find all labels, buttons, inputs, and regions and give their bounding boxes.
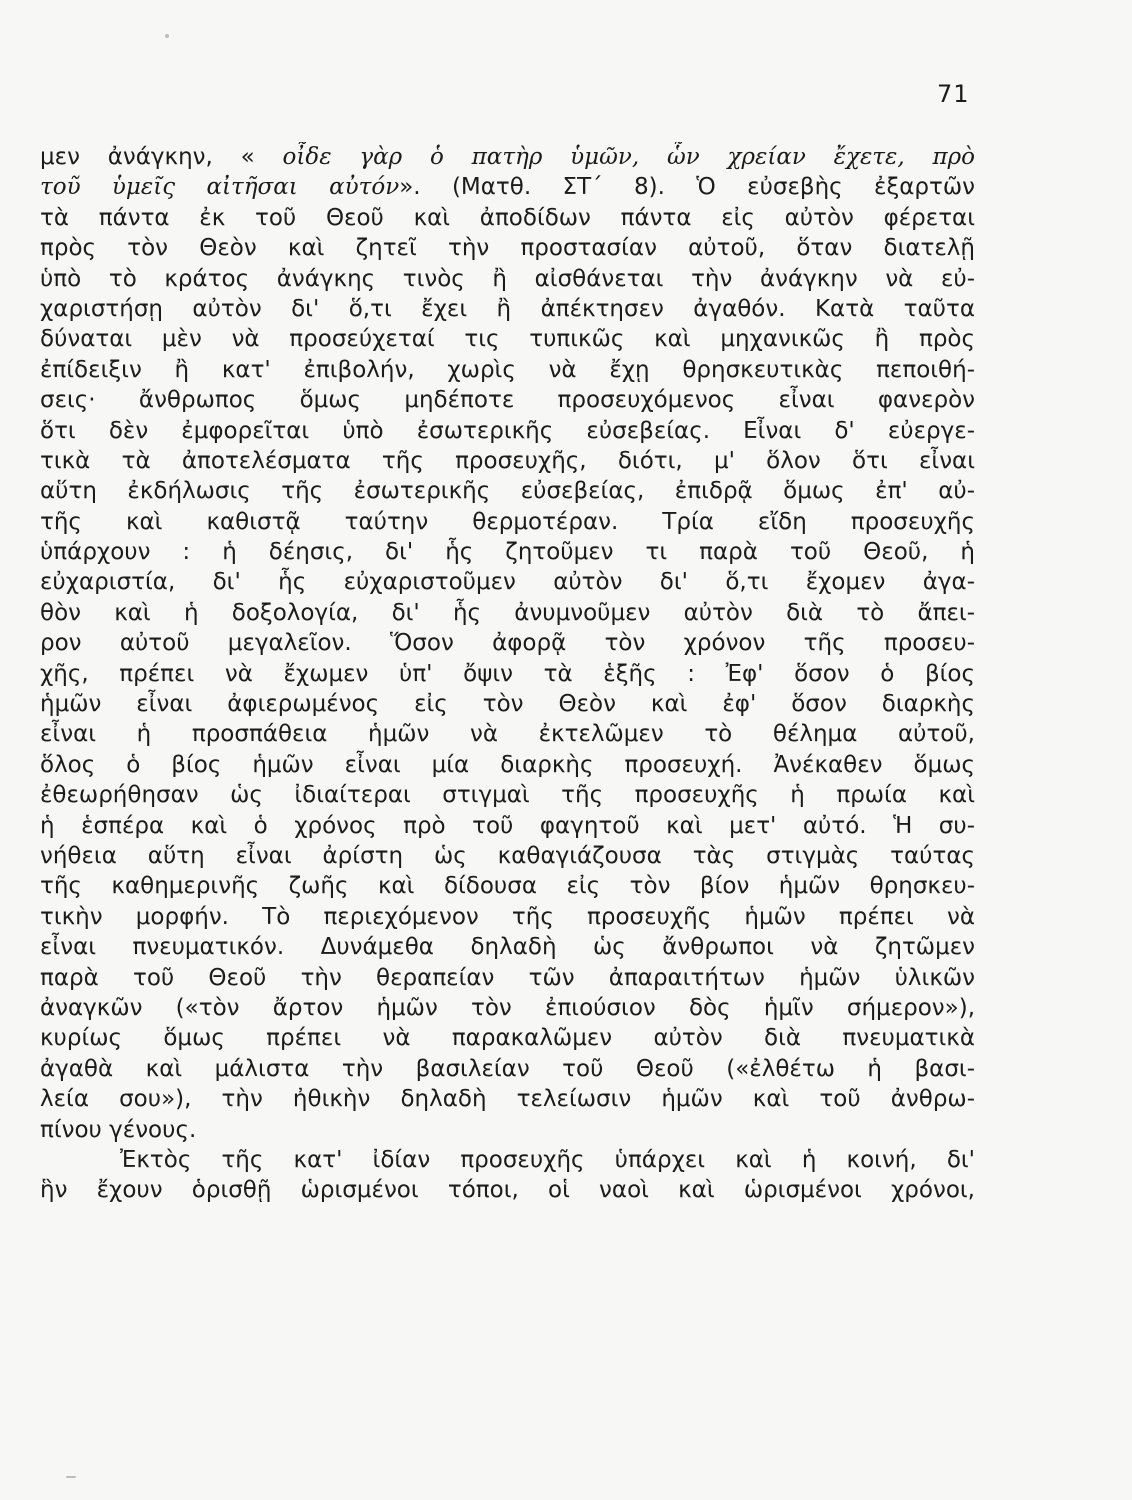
- text-line: τικὰ τὰ ἀποτελέσματα τῆς προσευχῆς, διότι, μ' ὅλον ὅτι εἶναι: [40, 447, 975, 474]
- body-text: [40, 142, 975, 1206]
- text-line: ὑπάρχουν : ἡ δέησις, δι' ἧς ζητοῦμεν τι παρὰ τοῦ Θεοῦ, ἡ: [40, 539, 975, 566]
- text-line: ὅλος ὁ βίος ἡμῶν εἶναι μία διαρκὴς προσευχή. Ἀνέκαθεν ὅμως: [40, 751, 975, 778]
- paragraph-start-line: Ἐκτὸς τῆς κατ' ἰδίαν προσευχῆς ὑπάρχει καὶ ἡ κοινή, δι': [120, 1146, 975, 1173]
- text-line: ἐπίδειξιν ἢ κατ' ἐπιβολήν, χωρὶς νὰ ἔχῃ θρησκευτικὰς πεποιθή-: [40, 356, 975, 383]
- text-line: νήθεια αὕτη εἶναι ἀρίστη ὡς καθαγιάζουσα τὰς στιγμὰς ταύτας: [40, 842, 975, 869]
- text-line: ἀναγκῶν («τὸν ἄρτον ἡμῶν τὸν ἐπιούσιον δὸς ἡμῖν σήμερον»),: [40, 994, 975, 1021]
- text-line: χαριστήσῃ αὐτὸν δι' ὅ,τι ἔχει ἢ ἀπέκτησεν ἀγαθόν. Κατὰ ταῦτα: [40, 295, 975, 322]
- text-line: ἡμῶν εἶναι ἀφιερωμένος εἰς τὸν Θεὸν καὶ ἐφ' ὅσον διαρκὴς: [40, 691, 975, 718]
- text-line: τῆς καὶ καθιστᾷ ταύτην θερμοτέραν. Τρία εἴδη προσευχῆς: [40, 508, 975, 535]
- text-line: πρὸς τὸν Θεὸν καὶ ζητεῖ τὴν προστασίαν αὐτοῦ, ὅταν διατελῇ: [40, 235, 975, 262]
- text-line: εἶναι πνευματικόν. Δυνάμεθα δηλαδὴ ὡς ἄνθρωποι νὰ ζητῶμεν: [40, 934, 975, 961]
- paper-speck: [165, 34, 169, 38]
- text-line: [40, 172, 975, 202]
- text-line: αὕτη ἐκδήλωσις τῆς ἐσωτερικῆς εὐσεβείας, ἐπιδρᾷ ὅμως ἐπ' αὐ-: [40, 478, 975, 505]
- paragraph-end-line: πίνου γένους.: [40, 1116, 197, 1143]
- text-line: παρὰ τοῦ Θεοῦ τὴν θεραπείαν τῶν ἀπαραιτήτων ἡμῶν ὑλικῶν: [40, 964, 975, 991]
- text-line: θὸν καὶ ἡ δοξολογία, δι' ἧς ἀνυμνοῦμεν αὐτὸν διὰ τὸ ἄπει-: [40, 599, 975, 626]
- text-line: τικὴν μορφήν. Τὸ περιεχόμενον τῆς προσευχῆς ἡμῶν πρέπει νὰ: [40, 903, 975, 930]
- text-line: χῆς, πρέπει νὰ ἔχωμεν ὑπ' ὄψιν τὰ ἑξῆς : Ἐφ' ὅσον ὁ βίος: [40, 660, 975, 687]
- text-line: ἡ ἑσπέρα καὶ ὁ χρόνος πρὸ τοῦ φαγητοῦ καὶ μετ' αὐτό. Ἡ συ-: [40, 812, 975, 839]
- text-line: σεις· ἄνθρωπος ὅμως μηδέποτε προσευχόμενος εἶναι φανερὸν: [40, 387, 975, 414]
- text-line: κυρίως ὅμως πρέπει νὰ παρακαλῶμεν αὐτὸν διὰ πνευματικὰ: [40, 1025, 975, 1052]
- text-run: μεν ἀνάγκην, «: [40, 144, 255, 170]
- text-line: ἐθεωρήθησαν ὡς ἰδιαίτεραι στιγμαὶ τῆς προσευχῆς ἡ πρωία καὶ: [40, 782, 975, 809]
- paper-speck: [66, 1476, 76, 1478]
- text-line: εὐχαριστία, δι' ἧς εὐχαριστοῦμεν αὐτὸν δι' ὅ,τι ἔχομεν ἀγα-: [40, 569, 975, 596]
- text-line: τῆς καθημερινῆς ζωῆς καὶ δίδουσα εἰς τὸν βίον ἡμῶν θρησκευ-: [40, 873, 975, 900]
- text-line: λεία σου»), τὴν ἠθικὴν δηλαδὴ τελείωσιν ἡμῶν καὶ τοῦ ἀνθρω-: [40, 1086, 975, 1113]
- page-number: 71: [937, 80, 970, 108]
- text-line: τὰ πάντα ἐκ τοῦ Θεοῦ καὶ ἀποδίδων πάντα εἰς αὐτὸν φέρεται: [40, 204, 975, 231]
- text-line: ὑπὸ τὸ κράτος ἀνάγκης τινὸς ἢ αἰσθάνεται τὴν ἀνάγκην νὰ εὐ-: [40, 265, 975, 292]
- text-line: [40, 142, 975, 172]
- text-line: ὅτι δὲν ἐμφορεῖται ὑπὸ ἐσωτερικῆς εὐσεβείας. Εἶναι δ' εὐεργε-: [40, 417, 975, 444]
- text-line: εἶναι ἡ προσπάθεια ἡμῶν νὰ ἐκτελῶμεν τὸ θέλημα αὐτοῦ,: [40, 721, 975, 748]
- text-line: ἣν ἔχουν ὁρισθῇ ὡρισμένοι τόποι, οἱ ναοὶ καὶ ὡρισμένοι χρόνοι,: [40, 1177, 975, 1204]
- text-line: ἀγαθὰ καὶ μάλιστα τὴν βασιλείαν τοῦ Θεοῦ («ἐλθέτω ἡ βασι-: [40, 1055, 975, 1082]
- text-line: δύναται μὲν νὰ προσεύχεταί τις τυπικῶς καὶ μηχανικῶς ἢ πρὸς: [40, 326, 975, 353]
- italic-quote: οἶδε γὰρ ὁ πατὴρ ὑμῶν, ὧν χρείαν ἔχετε, πρὸ: [254, 144, 975, 170]
- text-run: ». (Ματθ. ΣΤ΄ 8). Ὁ εὐσεβὴς ἐξαρτῶν: [399, 174, 975, 201]
- italic-quote: τοῦ ὑμεῖς αἰτῆσαι αὐτόν: [40, 174, 400, 201]
- text-line: ρον αὐτοῦ μεγαλεῖον. Ὅσον ἀφορᾷ τὸν χρόνον τῆς προσευ-: [40, 630, 975, 657]
